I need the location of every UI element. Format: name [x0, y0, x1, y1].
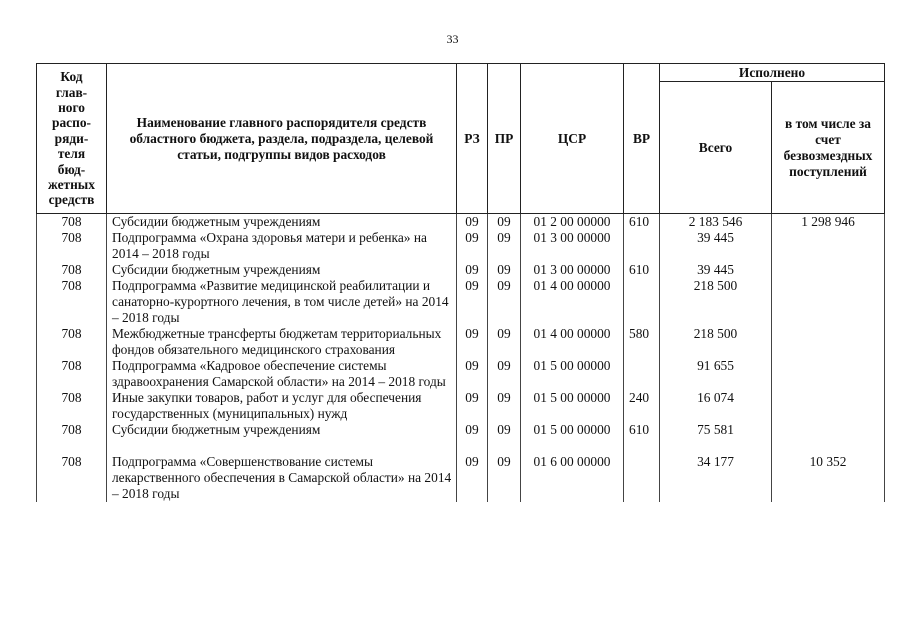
spacer-cell [457, 438, 488, 454]
table-row [37, 390, 885, 422]
cell-pr: 09 [488, 422, 521, 438]
cell-free [772, 230, 885, 262]
cell-rz: 09 [457, 262, 488, 278]
cell-pr: 09 [488, 230, 521, 262]
table-row [37, 422, 885, 438]
table-spacer-row [37, 438, 885, 454]
cell-total: 34 177 [660, 454, 772, 502]
cell-rz: 09 [457, 326, 488, 358]
header-code [37, 64, 107, 214]
header-rz: РЗ [457, 64, 488, 214]
table-header [37, 64, 885, 214]
cell-vr [624, 454, 660, 502]
cell-code: 708 [37, 454, 107, 502]
header-total: Всего [660, 82, 772, 214]
table-row [37, 262, 885, 278]
cell-vr: 610 [624, 214, 660, 231]
cell-vr [624, 358, 660, 390]
cell-vr: 610 [624, 422, 660, 438]
cell-rz: 09 [457, 390, 488, 422]
header-name: Наименование главного распорядителя средств областного бюджета, раздела, подраздела, целевой статьи, подгруппы видов расходов [107, 64, 457, 214]
header-code-line: теля [57, 146, 86, 162]
cell-total: 91 655 [660, 358, 772, 390]
spacer-cell [521, 438, 624, 454]
spacer-cell [624, 438, 660, 454]
cell-rz: 09 [457, 278, 488, 326]
table-row [37, 454, 885, 502]
table-row [37, 214, 885, 231]
table-row [37, 326, 885, 358]
cell-code: 708 [37, 326, 107, 358]
cell-code: 708 [37, 230, 107, 262]
header-code-line: распо- [52, 115, 91, 131]
cell-pr: 09 [488, 358, 521, 390]
cell-csr: 01 4 00 00000 [521, 326, 624, 358]
cell-vr: 610 [624, 262, 660, 278]
cell-total: 16 074 [660, 390, 772, 422]
cell-total: 39 445 [660, 262, 772, 278]
table-row [37, 278, 885, 326]
cell-code: 708 [37, 214, 107, 231]
header-csr: ЦСР [521, 64, 624, 214]
spacer-cell [772, 438, 885, 454]
cell-code: 708 [37, 390, 107, 422]
cell-csr: 01 2 00 00000 [521, 214, 624, 231]
cell-code: 708 [37, 358, 107, 390]
header-pr: ПР [488, 64, 521, 214]
cell-rz: 09 [457, 358, 488, 390]
cell-pr: 09 [488, 454, 521, 502]
spacer-cell [37, 438, 107, 454]
cell-free [772, 262, 885, 278]
cell-code: 708 [37, 262, 107, 278]
header-code-line: глав- [55, 84, 88, 100]
cell-free: 10 352 [772, 454, 885, 502]
cell-rz: 09 [457, 454, 488, 502]
cell-csr: 01 3 00 00000 [521, 230, 624, 262]
header-code-line: Код [60, 69, 83, 85]
cell-name: Подпрограмма «Охрана здоровья матери и ребенка» на 2014 – 2018 годы [107, 230, 457, 262]
cell-free: 1 298 946 [772, 214, 885, 231]
cell-name: Межбюджетные трансферты бюджетам территориальных фондов обязательного медицинского страхования [107, 326, 457, 358]
header-incl-free: в том числе за счет безвозмездных поступлений [772, 82, 885, 214]
cell-vr [624, 230, 660, 262]
cell-free [772, 358, 885, 390]
cell-name: Подпрограмма «Совершенствование системы лекарственного обеспечения в Самарской области» на 2014 – 2018 годы [107, 454, 457, 502]
cell-free [772, 326, 885, 358]
cell-code: 708 [37, 422, 107, 438]
cell-name: Субсидии бюджетным учреждениям [107, 262, 457, 278]
cell-csr: 01 6 00 00000 [521, 454, 624, 502]
header-code-line: ного [58, 99, 85, 115]
cell-rz: 09 [457, 230, 488, 262]
cell-rz: 09 [457, 422, 488, 438]
cell-code: 708 [37, 278, 107, 326]
cell-pr: 09 [488, 278, 521, 326]
spacer-cell [488, 438, 521, 454]
cell-csr: 01 3 00 00000 [521, 262, 624, 278]
cell-csr: 01 5 00 00000 [521, 358, 624, 390]
cell-vr: 240 [624, 390, 660, 422]
table-row [37, 230, 885, 262]
header-vr: ВР [624, 64, 660, 214]
cell-name: Субсидии бюджетным учреждениям [107, 422, 457, 438]
cell-pr: 09 [488, 326, 521, 358]
cell-name: Подпрограмма «Развитие медицинской реабилитации и санаторно-курортного лечения, в том числе детей» на 2014 – 2018 годы [107, 278, 457, 326]
table-body [37, 214, 885, 503]
cell-total: 218 500 [660, 326, 772, 358]
cell-pr: 09 [488, 390, 521, 422]
page-number: 33 [446, 32, 459, 46]
cell-total: 39 445 [660, 230, 772, 262]
cell-total: 75 581 [660, 422, 772, 438]
table-row [37, 358, 885, 390]
cell-pr: 09 [488, 214, 521, 231]
header-code-line: бюд- [57, 161, 86, 177]
cell-free [772, 422, 885, 438]
cell-name: Подпрограмма «Кадровое обеспечение системы здравоохранения Самарской области» на 2014 – 2018 годы [107, 358, 457, 390]
budget-execution-table [36, 63, 885, 502]
cell-csr: 01 5 00 00000 [521, 390, 624, 422]
spacer-cell [660, 438, 772, 454]
cell-name: Иные закупки товаров, работ и услуг для обеспечения государственных (муниципальных) нужд [107, 390, 457, 422]
cell-vr: 580 [624, 326, 660, 358]
cell-rz: 09 [457, 214, 488, 231]
cell-vr [624, 278, 660, 326]
header-executed: Исполнено [660, 64, 885, 82]
cell-total: 2 183 546 [660, 214, 772, 231]
cell-pr: 09 [488, 262, 521, 278]
header-code-line: ряди- [54, 130, 89, 146]
cell-free [772, 390, 885, 422]
header-code-line: средств [48, 192, 95, 208]
cell-csr: 01 5 00 00000 [521, 422, 624, 438]
cell-total: 218 500 [660, 278, 772, 326]
header-code-line: жетных [48, 177, 95, 193]
cell-name: Субсидии бюджетным учреждениям [107, 214, 457, 231]
cell-csr: 01 4 00 00000 [521, 278, 624, 326]
spacer-cell [107, 438, 457, 454]
cell-free [772, 278, 885, 326]
